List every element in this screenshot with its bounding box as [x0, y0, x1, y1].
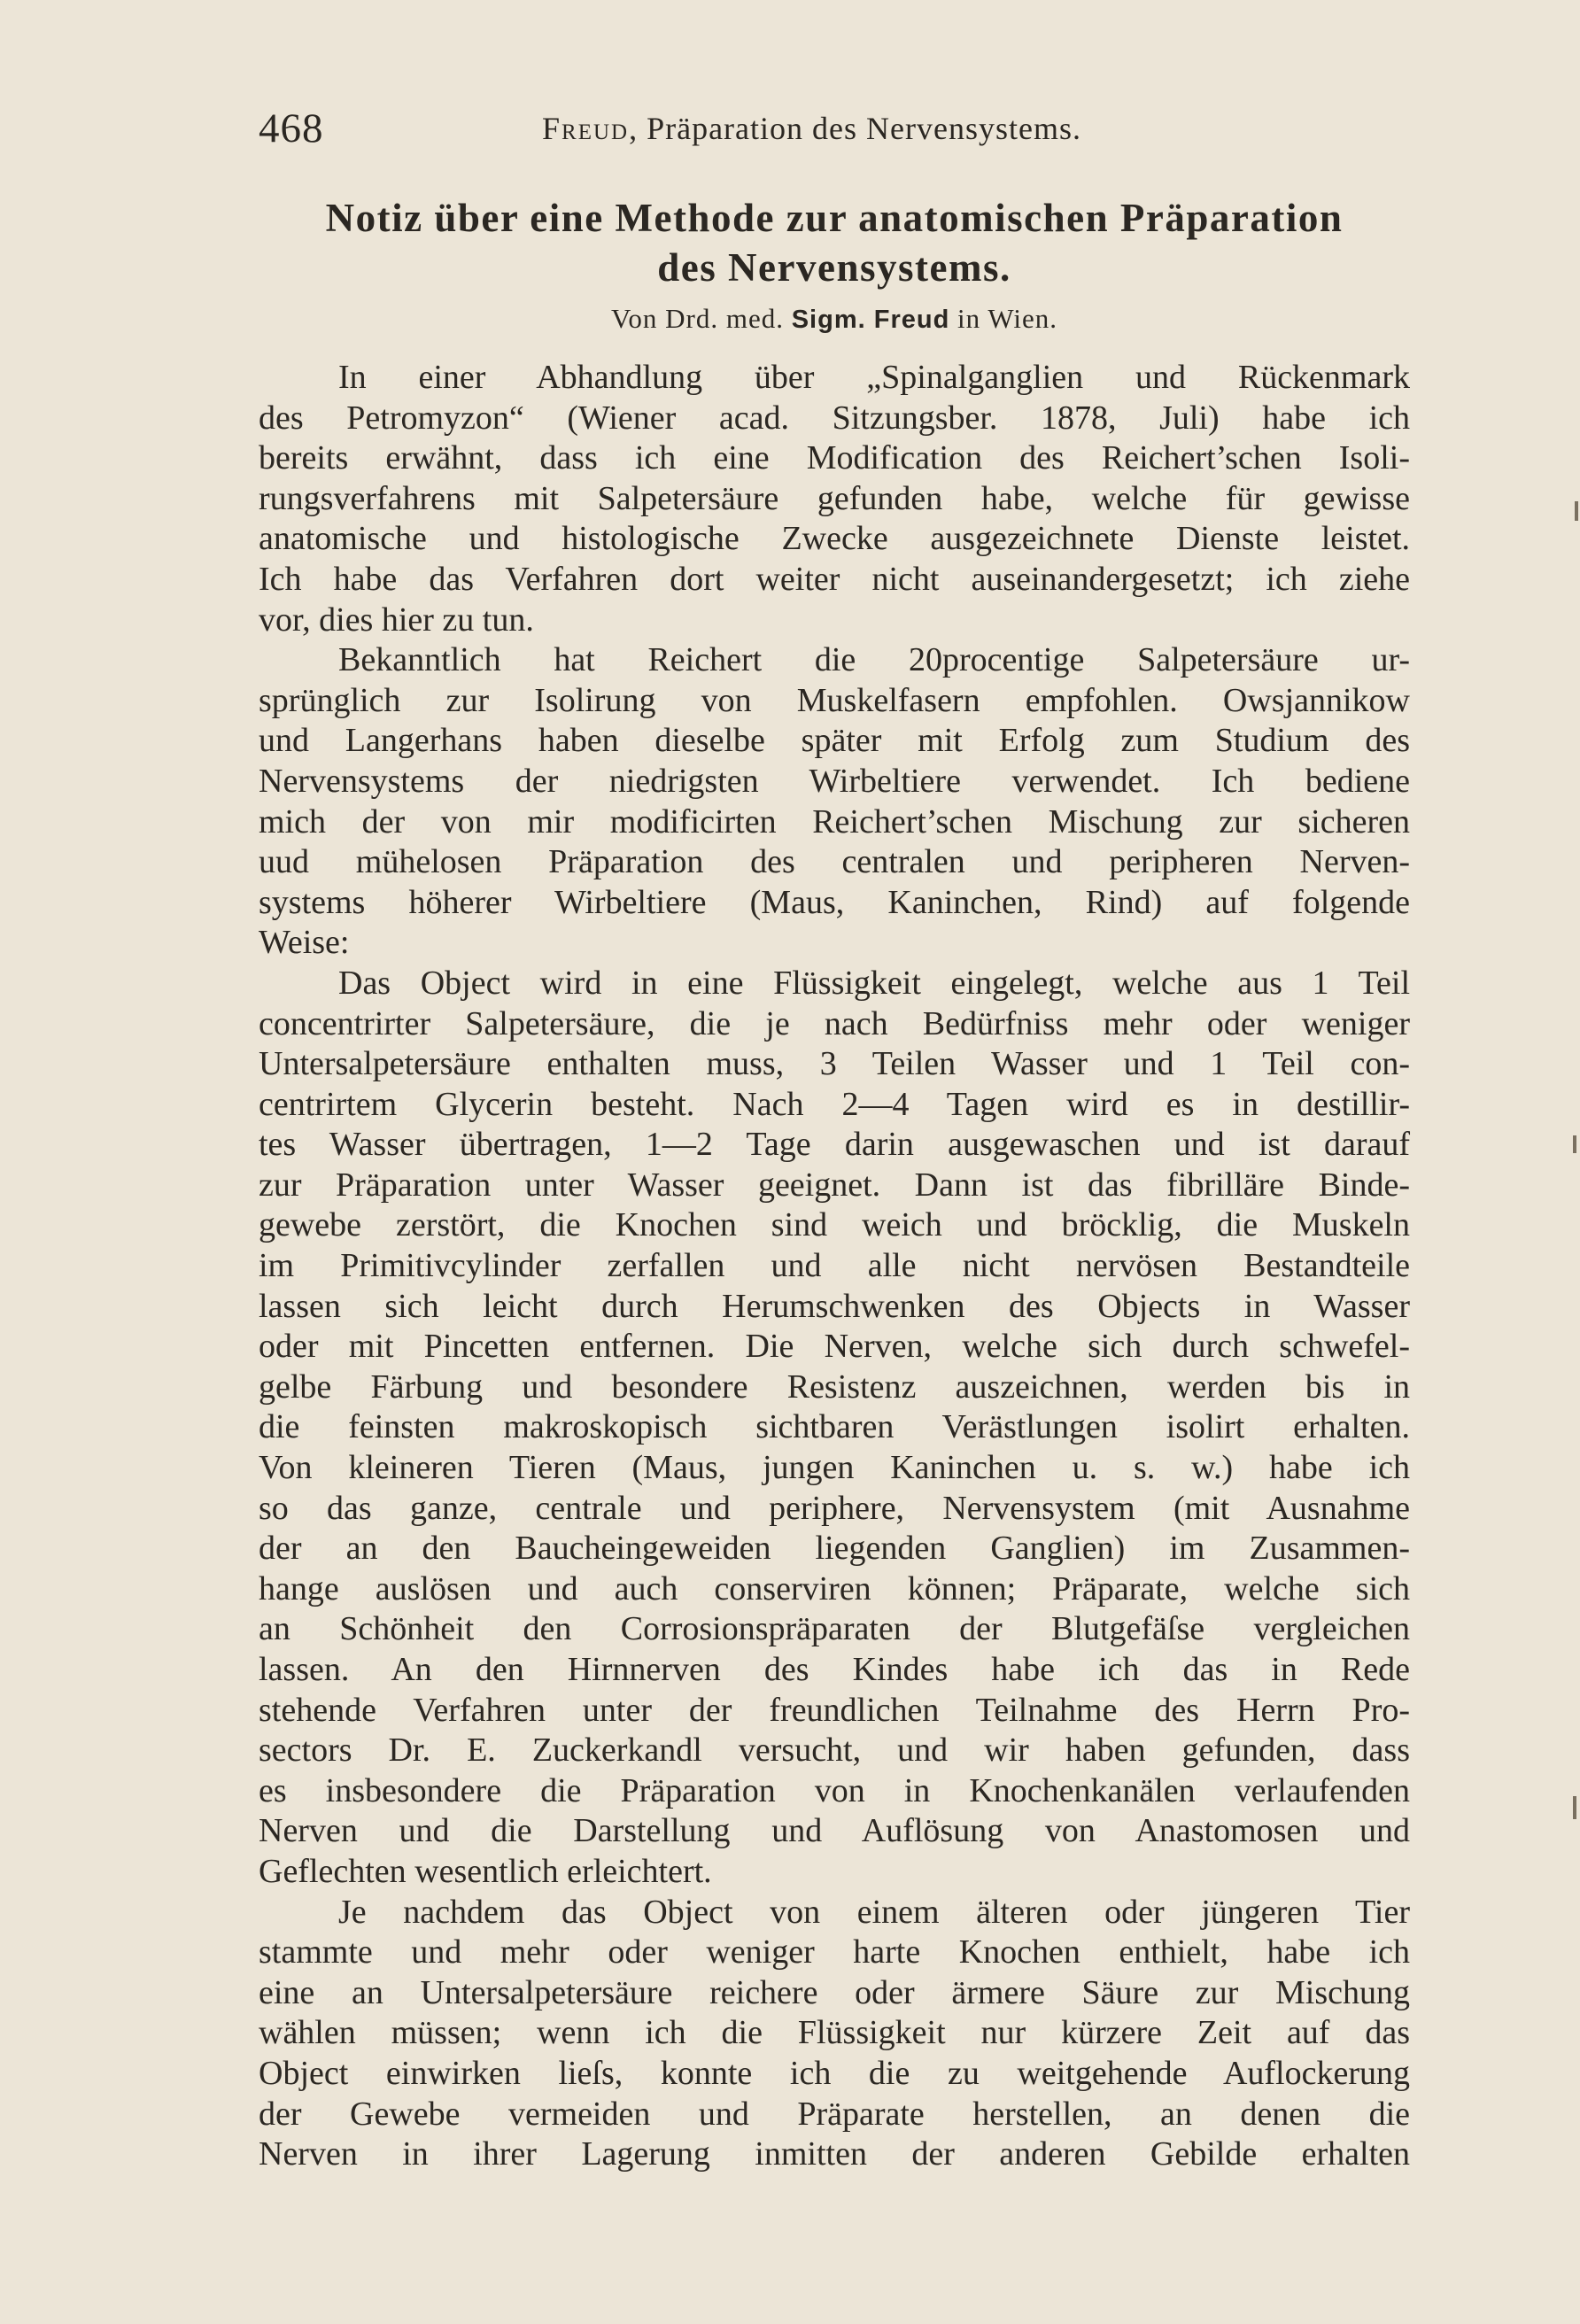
paragraph [259, 1893, 1410, 2175]
text-line: tes Wasser übertragen, 1—2 Tage darin ausgewaschen und ist darauf [259, 1126, 1410, 1164]
text-line: der an den Baucheingeweiden liegenden Ganglien) im Zusammen- [259, 1530, 1410, 1568]
text-line: Bekanntlich hat Reichert die 20procentige Salpetersäure ur- [338, 641, 1410, 679]
text-line: centrirtem Glycerin besteht. Nach 2—4 Tagen wird es in destillir- [259, 1085, 1410, 1123]
text-line: eine an Untersalpetersäure reichere oder ärmere Säure zur Mischung [259, 1973, 1410, 2011]
running-header [259, 105, 1408, 154]
text-line: Geflechten wesentlich erleichtert. [259, 1852, 712, 1890]
byline-suffix: in Wien. [957, 303, 1057, 334]
body-text [259, 358, 1410, 2175]
paragraph [259, 640, 1410, 964]
page-number: 468 [259, 105, 324, 151]
text-line: In einer Abhandlung über „Spinalganglien und Rückenmark [338, 359, 1410, 396]
article-title-line-2: des Nervensystems. [657, 245, 1011, 290]
edge-mark [1573, 1796, 1576, 1819]
text-line: Weise: [259, 924, 350, 962]
text-line: wählen müssen; wenn ich die Flüssigkeit nur kürzere Zeit auf das [259, 2014, 1410, 2052]
article-title [259, 193, 1410, 292]
text-line: und Langerhans haben dieselbe später mit Erfolg zum Studium des [259, 722, 1410, 760]
paragraph [259, 964, 1410, 1893]
byline-prefix: Von Drd. med. [610, 303, 784, 334]
text-line: Ich habe das Verfahren dort weiter nicht auseinandergesetzt; ich ziehe [259, 560, 1410, 598]
text-line: Nerven und die Darstellung und Auflösung von Anastomosen und [259, 1812, 1410, 1850]
text-line: stammte und mehr oder weniger harte Knochen enthielt, habe ich [259, 1933, 1410, 1972]
edge-mark [1575, 501, 1578, 521]
text-line: lassen sich leicht durch Herumschwenken des Objects in Wasser [259, 1287, 1410, 1325]
text-line: im Primitivcylinder zerfallen und alle nicht nervösen Bestandteile [259, 1247, 1410, 1285]
article-title-line-1: Notiz über eine Methode zur anatomischen Präparation [325, 196, 1344, 240]
running-title [542, 110, 1081, 147]
text-line: Untersalpetersäure enthalten muss, 3 Teilen Wasser und 1 Teil con- [259, 1045, 1410, 1083]
byline-author: Sigm. Freud [791, 306, 950, 334]
byline [259, 303, 1410, 335]
text-line: Das Object wird in eine Flüssigkeit eingelegt, welche aus 1 Teil [338, 964, 1410, 1002]
text-line: Object einwirken lieſs, konnte ich die zu weitgehende Auflockerung [259, 2054, 1410, 2092]
text-line: sectors Dr. E. Zuckerkandl versucht, und wir haben gefunden, dass [259, 1731, 1410, 1770]
text-line: gelbe Färbung und besondere Resistenz auszeichnen, werden bis in [259, 1367, 1410, 1406]
text-line: Nervensystems der niedrigsten Wirbeltiere verwendet. Ich bediene [259, 762, 1410, 800]
text-line: bereits erwähnt, dass ich eine Modification des Reichert’schen Isoli- [259, 439, 1410, 477]
text-line: vor, dies hier zu tun. [259, 600, 534, 639]
text-line: lassen. An den Hirnnerven des Kindes habe ich das in Rede [259, 1651, 1410, 1688]
text-line: systems höherer Wirbeltiere (Maus, Kaninchen, Rind) auf folgende [259, 883, 1410, 921]
running-title-text: , Präparation des Nervensystems. [629, 111, 1081, 146]
text-line: mich der von mir modificirten Reichert’schen Mischung zur sicheren [259, 802, 1410, 841]
text-line: es insbesondere die Präparation von in Knochenkanälen verlaufenden [259, 1771, 1410, 1809]
text-line: anatomische und histologische Zwecke ausgezeichnete Dienste leistet. [259, 520, 1410, 558]
text-line: an Schönheit den Corrosionspräparaten der Blutgefäſse vergleichen [259, 1610, 1410, 1648]
text-line: concentrirter Salpetersäure, die je nach Bedürfniss mehr oder weniger [259, 1004, 1410, 1042]
text-line: der Gewebe vermeiden und Präparate herstellen, an denen die [259, 2095, 1410, 2133]
running-author: Freud [542, 111, 630, 146]
text-line: oder mit Pincetten entfernen. Die Nerven, welche sich durch schwefel- [259, 1328, 1410, 1366]
text-line: stehende Verfahren unter der freundlichen Teilnahme des Herrn Pro- [259, 1691, 1410, 1729]
text-line: Von kleineren Tieren (Maus, jungen Kaninchen u. s. w.) habe ich [259, 1449, 1410, 1487]
text-line: Je nachdem das Object von einem älteren oder jüngeren Tier [338, 1893, 1410, 1931]
text-line: des Petromyzon“ (Wiener acad. Sitzungsber. 1878, Juli) habe ich [259, 399, 1410, 437]
text-line: gewebe zerstört, die Knochen sind weich und bröcklig, die Muskeln [259, 1206, 1410, 1244]
text-line: zur Präparation unter Wasser geeignet. Dann ist das fibrilläre Binde- [259, 1166, 1410, 1204]
text-line: die feinsten makroskopisch sichtbaren Verästlungen isolirt erhalten. [259, 1408, 1410, 1446]
text-line: uud mühelosen Präparation des centralen und peripheren Nerven- [259, 843, 1410, 881]
text-line: hange auslösen und auch conserviren können; Präparate, welche sich [259, 1569, 1410, 1607]
paragraph [259, 358, 1410, 640]
edge-mark [1573, 1135, 1576, 1153]
text-line: sprünglich zur Isolirung von Muskelfasern empfohlen. Owsjannikow [259, 681, 1410, 719]
text-line: Nerven in ihrer Lagerung inmitten der anderen Gebilde erhalten [259, 2135, 1410, 2173]
text-line: rungsverfahrens mit Salpetersäure gefunden habe, welche für gewisse [259, 479, 1410, 517]
text-line: so das ganze, centrale und periphere, Nervensystem (mit Ausnahme [259, 1489, 1410, 1527]
